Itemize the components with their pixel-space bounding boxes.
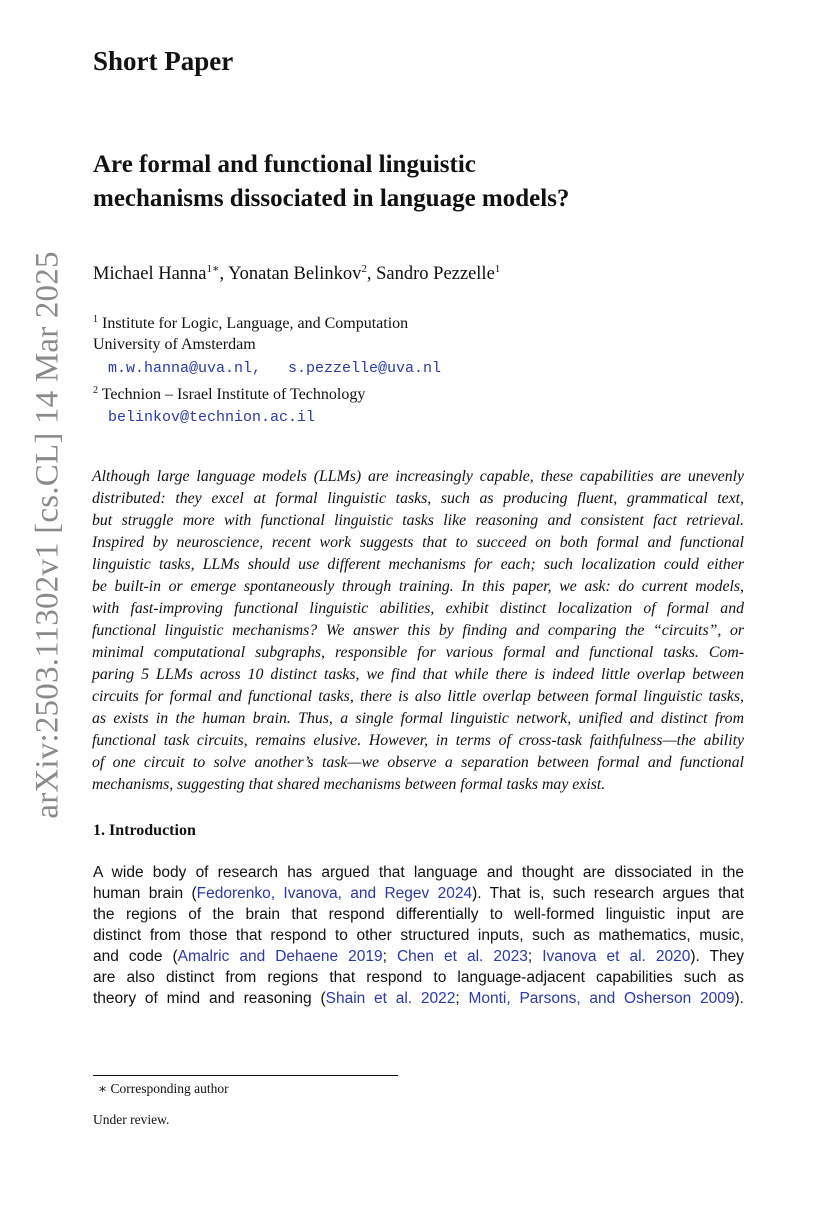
author-affil-marker: 1∗: [206, 263, 220, 275]
affiliation-number: 2: [93, 385, 98, 396]
citation-link[interactable]: Fedorenko, Ivanova, and Regev 2024: [196, 885, 473, 902]
footnote-divider: [93, 1075, 398, 1076]
text-run: ;: [527, 948, 543, 965]
abstract-line: functional linguistic mechanisms? We answer this by finding and comparing the “circuits”, or: [92, 622, 744, 639]
paragraph-line: [93, 988, 744, 1009]
text-run: and code (: [93, 948, 178, 965]
abstract-line: paring 5 LLMs across 10 distinct tasks, we find that while there is indeed little overlap between: [92, 666, 744, 683]
paper-type-label: Short Paper: [93, 46, 234, 76]
author-separator: ,: [366, 264, 377, 284]
abstract-line: mechanisms, suggesting that shared mechanisms between formal tasks may exist.: [92, 776, 606, 793]
author-name: Sandro Pezzelle: [376, 264, 495, 284]
abstract-line: with fast-improving functional linguistic abilities, exhibit distinct localization of formal and: [92, 600, 744, 617]
abstract-line: linguistic tasks, LLMs should use different mechanisms for each; such localization could either: [92, 556, 744, 573]
abstract-line: circuits for formal and functional tasks, there is also little overlap between formal linguistic tasks,: [92, 688, 744, 705]
affiliation-1-emails[interactable]: m.w.hanna@uva.nl, s.pezzelle@uva.nl: [108, 360, 442, 377]
affiliation-2-email[interactable]: belinkov@technion.ac.il: [108, 409, 316, 426]
abstract-line: as exists in the human brain. Thus, a single formal linguistic network, unified and distinct from: [92, 710, 744, 727]
introduction-paragraph: [93, 862, 744, 1009]
affiliation-1: [93, 314, 408, 333]
affiliation-2: [93, 385, 365, 404]
author-list: [93, 262, 500, 285]
text-run: human brain (: [93, 885, 197, 902]
text-run: ;: [455, 990, 469, 1007]
title-line: mechanisms dissociated in language models?: [93, 185, 570, 212]
abstract-line: but struggle more with functional linguistic tasks like reasoning and consistent fact retrieval.: [92, 512, 744, 529]
footnote-corresponding-author: ∗ Corresponding author: [98, 1081, 229, 1096]
author-affil-marker: 2: [361, 263, 367, 275]
text-run: ). They: [690, 948, 744, 965]
review-status-note: Under review.: [93, 1112, 170, 1127]
paragraph-line: A wide body of research has argued that language and thought are dissociated in the: [93, 864, 744, 881]
abstract-line: distributed: they excel at formal linguistic tasks, such as producing fluent, grammatical text,: [92, 490, 744, 507]
abstract-line: of one circuit to solve another’s task—we observe a separation between formal and functional: [92, 754, 744, 771]
abstract-line: be built-in or emerge spontaneously through training. In this paper, we ask: do current models,: [92, 578, 744, 595]
paragraph-line: [93, 883, 744, 904]
section-heading-introduction: 1. Introduction: [93, 822, 196, 839]
affiliation-name: Technion – Israel Institute of Technology: [101, 386, 366, 403]
citation-link[interactable]: Chen et al. 2023: [396, 948, 528, 965]
paragraph-line: the regions of the brain that respond differentially to well-formed linguistic input are: [93, 906, 744, 923]
text-run: ). That is, such research argues that: [472, 885, 744, 902]
abstract-line: minimal computational subgraphs, responsible for various formal and functional tasks. Com-: [92, 644, 744, 661]
paragraph-line: are also distinct from regions that respond to language-adjacent capabilities such as: [93, 969, 744, 986]
arxiv-identifier-stamp: [12, 235, 84, 835]
text-run: ;: [382, 948, 397, 965]
arxiv-stamp-text: arXiv:2503.11302v1 [cs.CL] 14 Mar 2025: [29, 251, 66, 819]
author-name: Michael Hanna: [93, 264, 207, 284]
affiliation-name: Institute for Logic, Language, and Computation: [102, 315, 409, 332]
affiliation-number: 1: [93, 314, 98, 325]
author-separator: ,: [219, 264, 229, 284]
abstract-line: functional task circuits, remains elusive. However, in terms of cross-task faithfulness—the ability: [92, 732, 744, 749]
abstract-line: Although large language models (LLMs) are increasingly capable, these capabilities are unevenly: [92, 468, 744, 485]
text-run: theory of mind and reasoning (: [93, 990, 326, 1007]
abstract: [92, 466, 744, 796]
paragraph-line: [93, 946, 744, 967]
citation-link[interactable]: Amalric and Dehaene 2019: [177, 948, 383, 965]
affiliation-1-university: University of Amsterdam: [93, 336, 256, 353]
citation-link[interactable]: Ivanova et al. 2020: [542, 948, 691, 965]
author-name: Yonatan Belinkov: [228, 264, 362, 284]
citation-link[interactable]: Shain et al. 2022: [325, 990, 456, 1007]
author-affil-marker: 1: [494, 263, 501, 275]
abstract-line: Inspired by neuroscience, recent work suggests that to succeed on both formal and functional: [92, 534, 744, 551]
citation-link[interactable]: Monti, Parsons, and Osherson 2009: [468, 990, 735, 1007]
paper-title: [93, 148, 733, 216]
text-run: ).: [734, 990, 744, 1007]
title-line: Are formal and functional linguistic: [93, 151, 476, 178]
paragraph-line: distinct from those that respond to other structured inputs, such as mathematics, music,: [93, 927, 744, 944]
